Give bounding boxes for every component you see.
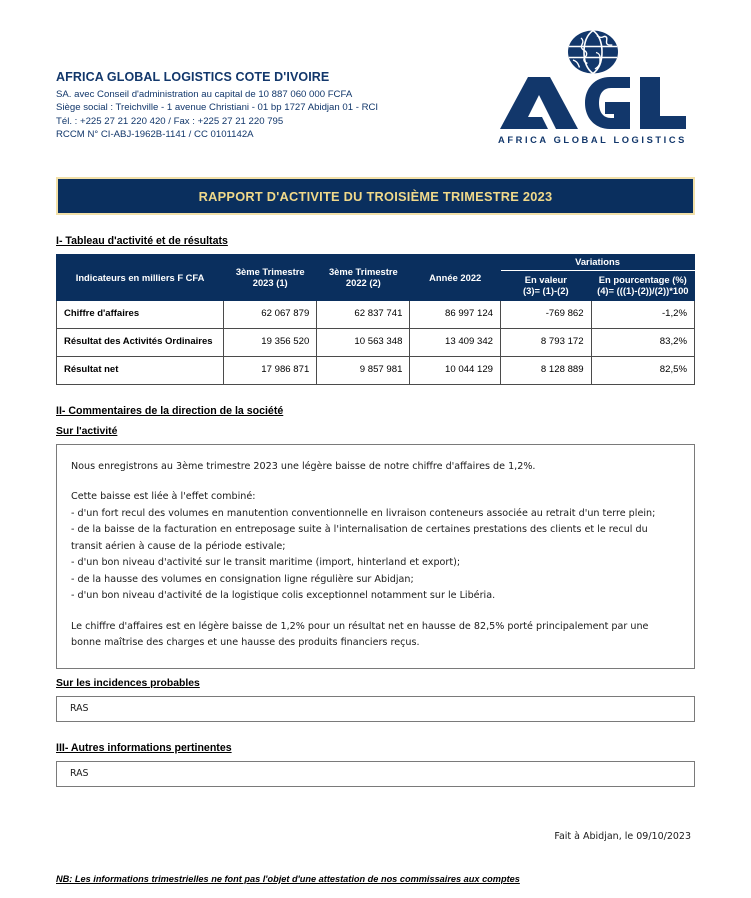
cell-net-q3-2022: 9 857 981 bbox=[317, 356, 410, 384]
section-heading-one: I- Tableau d'activité et de résultats bbox=[56, 235, 228, 247]
document-header bbox=[56, 0, 695, 145]
nb-note: NB: Les informations trimestrielles ne font pas l'objet d'une attestation de nos commissaires aux comptes bbox=[56, 873, 520, 884]
cell-ordinary-variation-value: 8 793 172 bbox=[501, 328, 592, 356]
row-label-revenue: Chiffre d'affaires bbox=[57, 300, 224, 328]
cell-net-q3-2023: 17 986 871 bbox=[224, 356, 317, 384]
col-header-variations-group: Variations bbox=[501, 255, 695, 271]
cell-revenue-q3-2022: 62 837 741 bbox=[317, 300, 410, 328]
company-phone-line: Tél. : +225 27 21 220 420 / Fax : +225 27 21 220 795 bbox=[56, 115, 284, 127]
commentary-paragraph-2: Cette baisse est liée à l'effet combiné: bbox=[71, 491, 256, 502]
row-label-net-result: Résultat net bbox=[57, 356, 224, 384]
subheading-incidences: Sur les incidences probables bbox=[56, 677, 200, 689]
commentary-bullet-1: - d'un fort recul des volumes en manutention conventionnelle en livraison conteneurs associée au retrait d'un terre plein; bbox=[71, 507, 656, 519]
logo-tagline: AFRICA GLOBAL LOGISTICS bbox=[498, 135, 687, 145]
cell-net-variation-pct: 82,5% bbox=[591, 356, 694, 384]
table-row bbox=[57, 356, 695, 384]
cell-ordinary-variation-pct: 83,2% bbox=[591, 328, 694, 356]
cell-net-year-2022: 10 044 129 bbox=[410, 356, 501, 384]
report-title: RAPPORT D'ACTIVITE DU TROISIÈME TRIMESTRE 2023 bbox=[198, 188, 553, 204]
col-header-indicators: Indicateurs en milliers F CFA bbox=[57, 255, 224, 301]
col-header-q3-2022-line1: 3ème Trimestre bbox=[328, 265, 398, 277]
subheading-activity: Sur l'activité bbox=[56, 425, 118, 437]
section-heading-two: II- Commentaires de la direction de la société bbox=[56, 404, 284, 417]
commentary-paragraph-3: Le chiffre d'affaires est en légère baisse de 1,2% pour un résultat net en hausse de 82,5% porté principalement par une bonne maîtrise des charges et une hausse des produits financiers reçus. bbox=[71, 620, 649, 648]
cell-net-variation-value: 8 128 889 bbox=[501, 356, 592, 384]
globe-icon bbox=[567, 28, 619, 76]
col-header-q3-2023-line2: 2023 (1) bbox=[252, 277, 288, 289]
company-name: AFRICA GLOBAL LOGISTICS COTE D'IVOIRE bbox=[56, 70, 330, 84]
col-header-q3-2023 bbox=[224, 255, 317, 301]
agl-wordmark bbox=[498, 74, 688, 132]
col-header-variation-value-line1: En valeur bbox=[524, 273, 567, 285]
table-row bbox=[57, 300, 695, 328]
table-header-row-group bbox=[57, 255, 695, 271]
commentary-bullet-5: - d'un bon niveau d'activité de la logistique colis exceptionnel notamment sur le Libéria. bbox=[71, 590, 496, 601]
cell-revenue-q3-2023: 62 067 879 bbox=[224, 300, 317, 328]
company-address-line: Siège social : Treichville - 1 avenue Christiani - 01 bp 1727 Abidjan 01 - RCI bbox=[56, 102, 379, 114]
other-information-value: RAS bbox=[70, 768, 89, 779]
commentary-bullet-2: - de la baisse de la facturation en entreposage suite à l'internalisation de certaines prestations des clients et le recul du transit aérien à cause de la période estivale; bbox=[71, 524, 648, 552]
company-registration-line: RCCM N° CI-ABJ-1962B-1141 / CC 0101142A bbox=[56, 129, 254, 141]
company-identity-block bbox=[56, 62, 378, 142]
results-table bbox=[56, 254, 695, 385]
col-header-variation-value-line2: (3)= (1)-(2) bbox=[523, 285, 569, 296]
other-information-box bbox=[56, 761, 695, 787]
signature-line: Fait à Abidjan, le 09/10/2023 bbox=[554, 830, 691, 842]
cell-revenue-variation-value: -769 862 bbox=[501, 300, 592, 328]
commentary-bullet-4: - de la hausse des volumes en consignation ligne régulière sur Abidjan; bbox=[71, 573, 414, 585]
section-heading-three: III- Autres informations pertinentes bbox=[56, 741, 232, 754]
commentary-paragraph-1: Nous enregistrons au 3ème trimestre 2023 une légère baisse de notre chiffre d'affaires de 1,2%. bbox=[71, 460, 536, 472]
col-header-variation-pct-line1: En pourcentage (%) bbox=[598, 273, 687, 285]
activity-commentary-box bbox=[56, 444, 695, 669]
company-capital-line: SA. avec Conseil d'administration au capital de 10 887 060 000 FCFA bbox=[56, 89, 353, 100]
col-header-q3-2023-line1: 3ème Trimestre bbox=[235, 265, 305, 277]
cell-ordinary-q3-2022: 10 563 348 bbox=[317, 328, 410, 356]
report-title-banner bbox=[56, 177, 695, 215]
cell-revenue-variation-pct: -1,2% bbox=[591, 300, 694, 328]
col-header-q3-2022-line2: 2022 (2) bbox=[345, 277, 381, 289]
col-header-variation-pct bbox=[591, 270, 694, 300]
commentary-bullet-3: - d'un bon niveau d'activité sur le transit maritime (import, hinterland et export); bbox=[71, 557, 461, 568]
table-row bbox=[57, 328, 695, 356]
col-header-variation-pct-line2: (4)= (((1)-(2))/(2))*100 bbox=[597, 285, 689, 296]
incidences-value: RAS bbox=[70, 703, 89, 714]
incidences-box bbox=[56, 696, 695, 722]
cell-revenue-year-2022: 86 997 124 bbox=[410, 300, 501, 328]
col-header-variation-value bbox=[501, 270, 592, 300]
cell-ordinary-q3-2023: 19 356 520 bbox=[224, 328, 317, 356]
agl-logo bbox=[490, 28, 695, 145]
col-header-year-2022: Année 2022 bbox=[410, 255, 501, 301]
col-header-q3-2022 bbox=[317, 255, 410, 301]
row-label-ordinary-activities: Résultat des Activités Ordinaires bbox=[57, 328, 224, 356]
cell-ordinary-year-2022: 13 409 342 bbox=[410, 328, 501, 356]
